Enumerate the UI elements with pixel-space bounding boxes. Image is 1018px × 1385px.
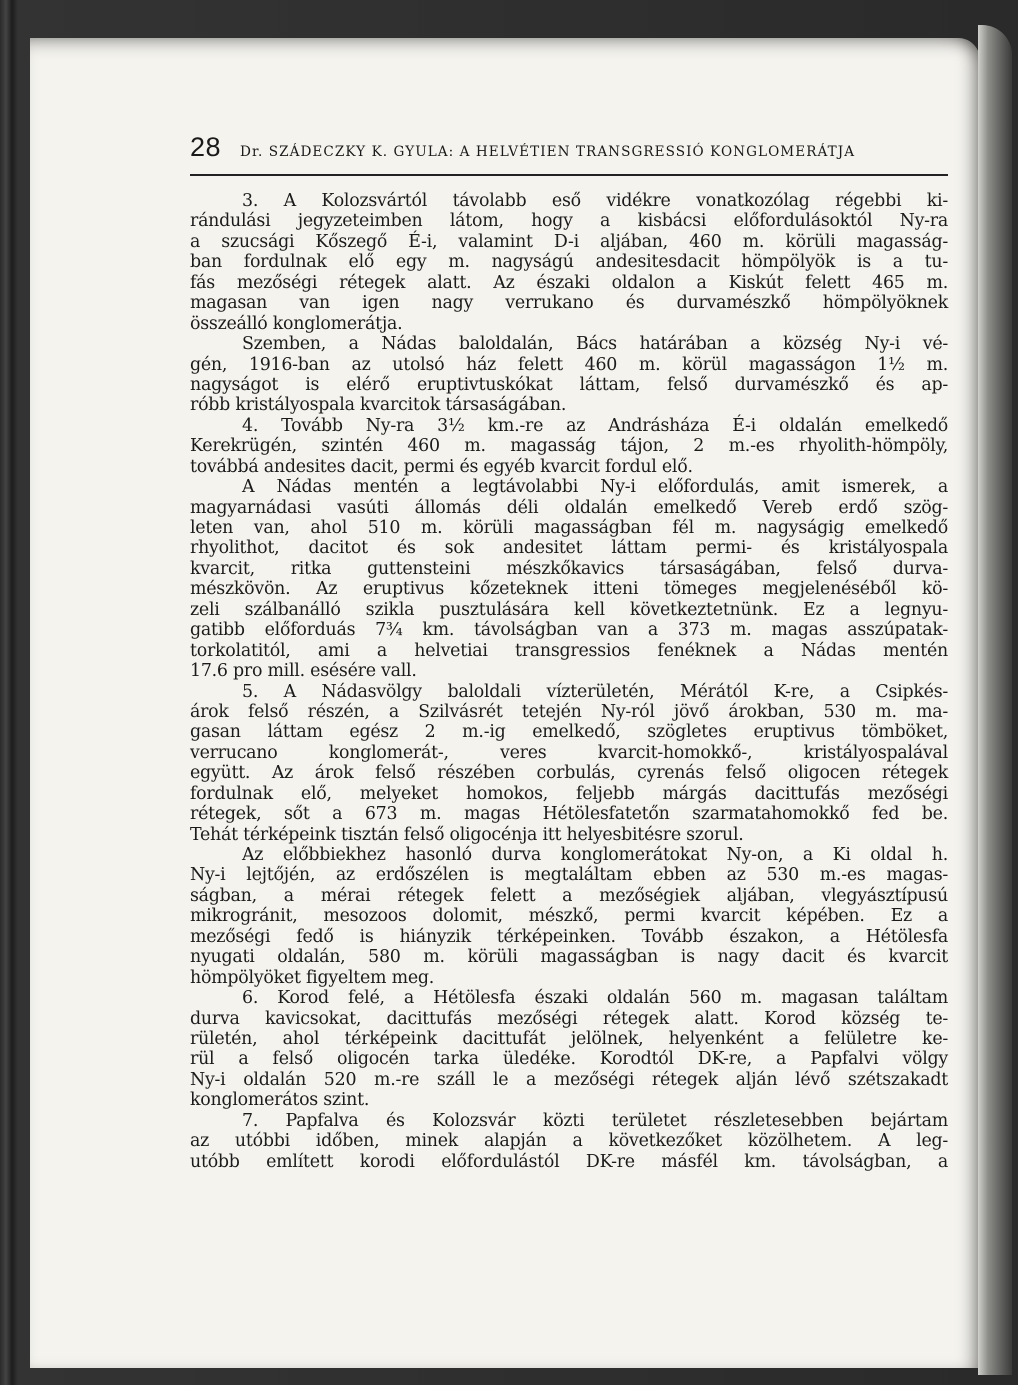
text-line: magyarnádasi vasúti állomás déli oldalán emelkedő Vereb erdő szög- — [190, 497, 948, 518]
text-line: Ny-i oldalán 520 m.-re száll le a mezőségi rétegek alján lévő szétszakadt — [190, 1069, 948, 1090]
page-curl-shadow — [978, 25, 1012, 1375]
text-line: rándulási jegyzeteimben látom, hogy a kisbácsi előfordulásoktól Ny-ra — [190, 211, 948, 232]
text-line: továbbá andesites dacit, permi és egyéb kvarcit fordul elő. — [190, 456, 693, 477]
text-line: konglomerátos szint. — [190, 1090, 370, 1111]
text-line: Az előbbiekhez hasonló durva konglomerátokat Ny-on, a Ki oldal h. — [242, 845, 948, 865]
text-line: az utóbbi időben, minek alapján a következőket közölhetem. A leg- — [190, 1131, 948, 1152]
text-line: rhyolithot, dacitot és sok andesitet láttam permi- és kristályospala — [190, 538, 948, 559]
text-line: ságban, a mérai rétegek felett a mezőségiek aljában, vlegyásztípusú — [190, 885, 948, 906]
text-line: mészkövön. Az eruptivus kőzeteknek itteni tömeges megjelenéséből kö- — [190, 579, 948, 600]
text-line: verrucano konglomerát-, veres kvarcit-homokkő-, kristályospalával — [190, 742, 948, 763]
text-line: rül a felső oligocén tarka üledéke. Korodtól DK-re, a Papfalvi völgy — [190, 1049, 948, 1070]
text-line: Kerekrügén, szintén 460 m. magasság tájon, 2 m.-es rhyolith-hömpöly, — [190, 436, 948, 457]
text-line: mikrogránit, mesozoos dolomit, mészkő, permi kvarcit képében. Ez a — [190, 906, 948, 927]
text-line: fás mezőségi rétegek alatt. Az északi oldalon a Kiskút felett 465 m. — [190, 272, 948, 293]
running-head: Dr. SZÁDECZKY K. GYULA: A HELVÉTIEN TRANSGRESSIÓ KONGLOMERÁTJA — [240, 144, 856, 160]
text-line: együtt. Az árok felső részében corbulás, cyrenás felső oligocen rétegek — [190, 763, 948, 784]
page-header — [190, 128, 948, 176]
text-line: Szemben, a Nádas baloldalán, Bács határában a község Ny-i vé- — [242, 334, 948, 355]
text-line: árok felső részén, a Szilvásrét tetején Ny-ról jövő árokban, 530 m. ma- — [190, 701, 948, 722]
text-line: durva kavicsokat, dacittufás mezőségi rétegek alatt. Korod község te- — [190, 1008, 948, 1029]
text-line: magasan van igen nagy verrukano és durvamészkő hömpölyöknek — [190, 293, 948, 314]
text-line: 5. A Nádasvölgy baloldali vízterületén, Mérától K-re, a Csipkés- — [242, 681, 948, 702]
text-line: torkolatitól, ami a helvetiai transgressios fenéknek a Nádas mentén — [190, 640, 948, 661]
text-line: Tehát térképeink tisztán felső oligocénja itt helyesbitésre szorul. — [190, 824, 744, 845]
text-line: a szucsági Kőszegő É-i, valamint D-i aljában, 460 m. körüli magasság- — [190, 231, 948, 252]
text-line: 17.6 pro mill. esésére vall. — [190, 661, 417, 682]
text-line: összeálló konglomerátja. — [190, 313, 403, 334]
text-line: rületén, ahol térképeink dacittufát jelölnek, helyenként a felületre ke- — [190, 1028, 948, 1049]
text-line: mezőségi fedő is hiányzik térképeinken. Tovább északon, a Hétölesfa — [190, 926, 948, 947]
body-text — [190, 191, 948, 1172]
text-line: 7. Papfalva és Kolozsvár közti területet részletesebben bejártam — [242, 1110, 948, 1131]
text-line: fordulnak elő, melyeket homokos, feljebb márgás dacittufás mezőségi — [190, 783, 948, 804]
text-line: gasan láttam egész 2 m.-ig emelkedő, szögletes eruptivus tömböket, — [190, 722, 948, 743]
text-line: Ny-i lejtőjén, az erdőszélen is megtaláltam ebben az 530 m.-es magas- — [190, 865, 948, 886]
text-line: ban fordulnak elő egy m. nagyságú andesitesdacit hömpölyök is a tu- — [190, 252, 948, 273]
text-line: nyugati oldalán, 580 m. körüli magasságban is nagy dacit és kvarcit — [190, 947, 948, 968]
text-line: utóbb említett korodi előfordulástól DK-re másfél km. távolságban, a — [190, 1151, 948, 1172]
text-line: nagyságot is elérő eruptivtuskókat láttam, felső durvamészkő és ap- — [190, 374, 948, 395]
text-line: zeli szálbanálló szikla pusztulására kell következtetnünk. Ez a legnyu- — [190, 599, 948, 620]
text-line: róbb kristályospala kvarcitok társaságában. — [190, 395, 567, 416]
text-line: hömpölyöket figyeltem meg. — [190, 967, 435, 988]
text-line: 4. Tovább Ny-ra 3½ km.-re az Andrásháza É-i oldalán emelkedő — [242, 415, 948, 436]
text-line: leten van, ahol 510 m. körüli magasságban fél m. nagyságig emelkedő — [190, 518, 948, 538]
text-line: 6. Korod felé, a Hétölesfa északi oldalán 560 m. magasan találtam — [242, 988, 948, 1009]
text-line: gén, 1916-ban az utolsó ház felett 460 m. körül magasságon 1½ m. — [190, 354, 948, 375]
page-number: 28 — [190, 132, 222, 162]
text-line: A Nádas mentén a legtávolabbi Ny-i előfordulás, amit ismerek, a — [242, 477, 948, 498]
text-line: rétegek, sőt a 673 m. magas Hétölesfatetőn szarmatahomokkő fed be. — [190, 804, 948, 825]
text-line: 3. A Kolozsvártól távolabb eső vidékre vonatkozólag régebbi ki- — [242, 191, 948, 211]
text-line: gatibb előforduás 7¾ km. távolságban van a 373 m. magas asszúpatak- — [190, 620, 948, 641]
text-line: kvarcit, ritka guttensteini mészkőkavics társaságában, felső durva- — [190, 558, 948, 579]
